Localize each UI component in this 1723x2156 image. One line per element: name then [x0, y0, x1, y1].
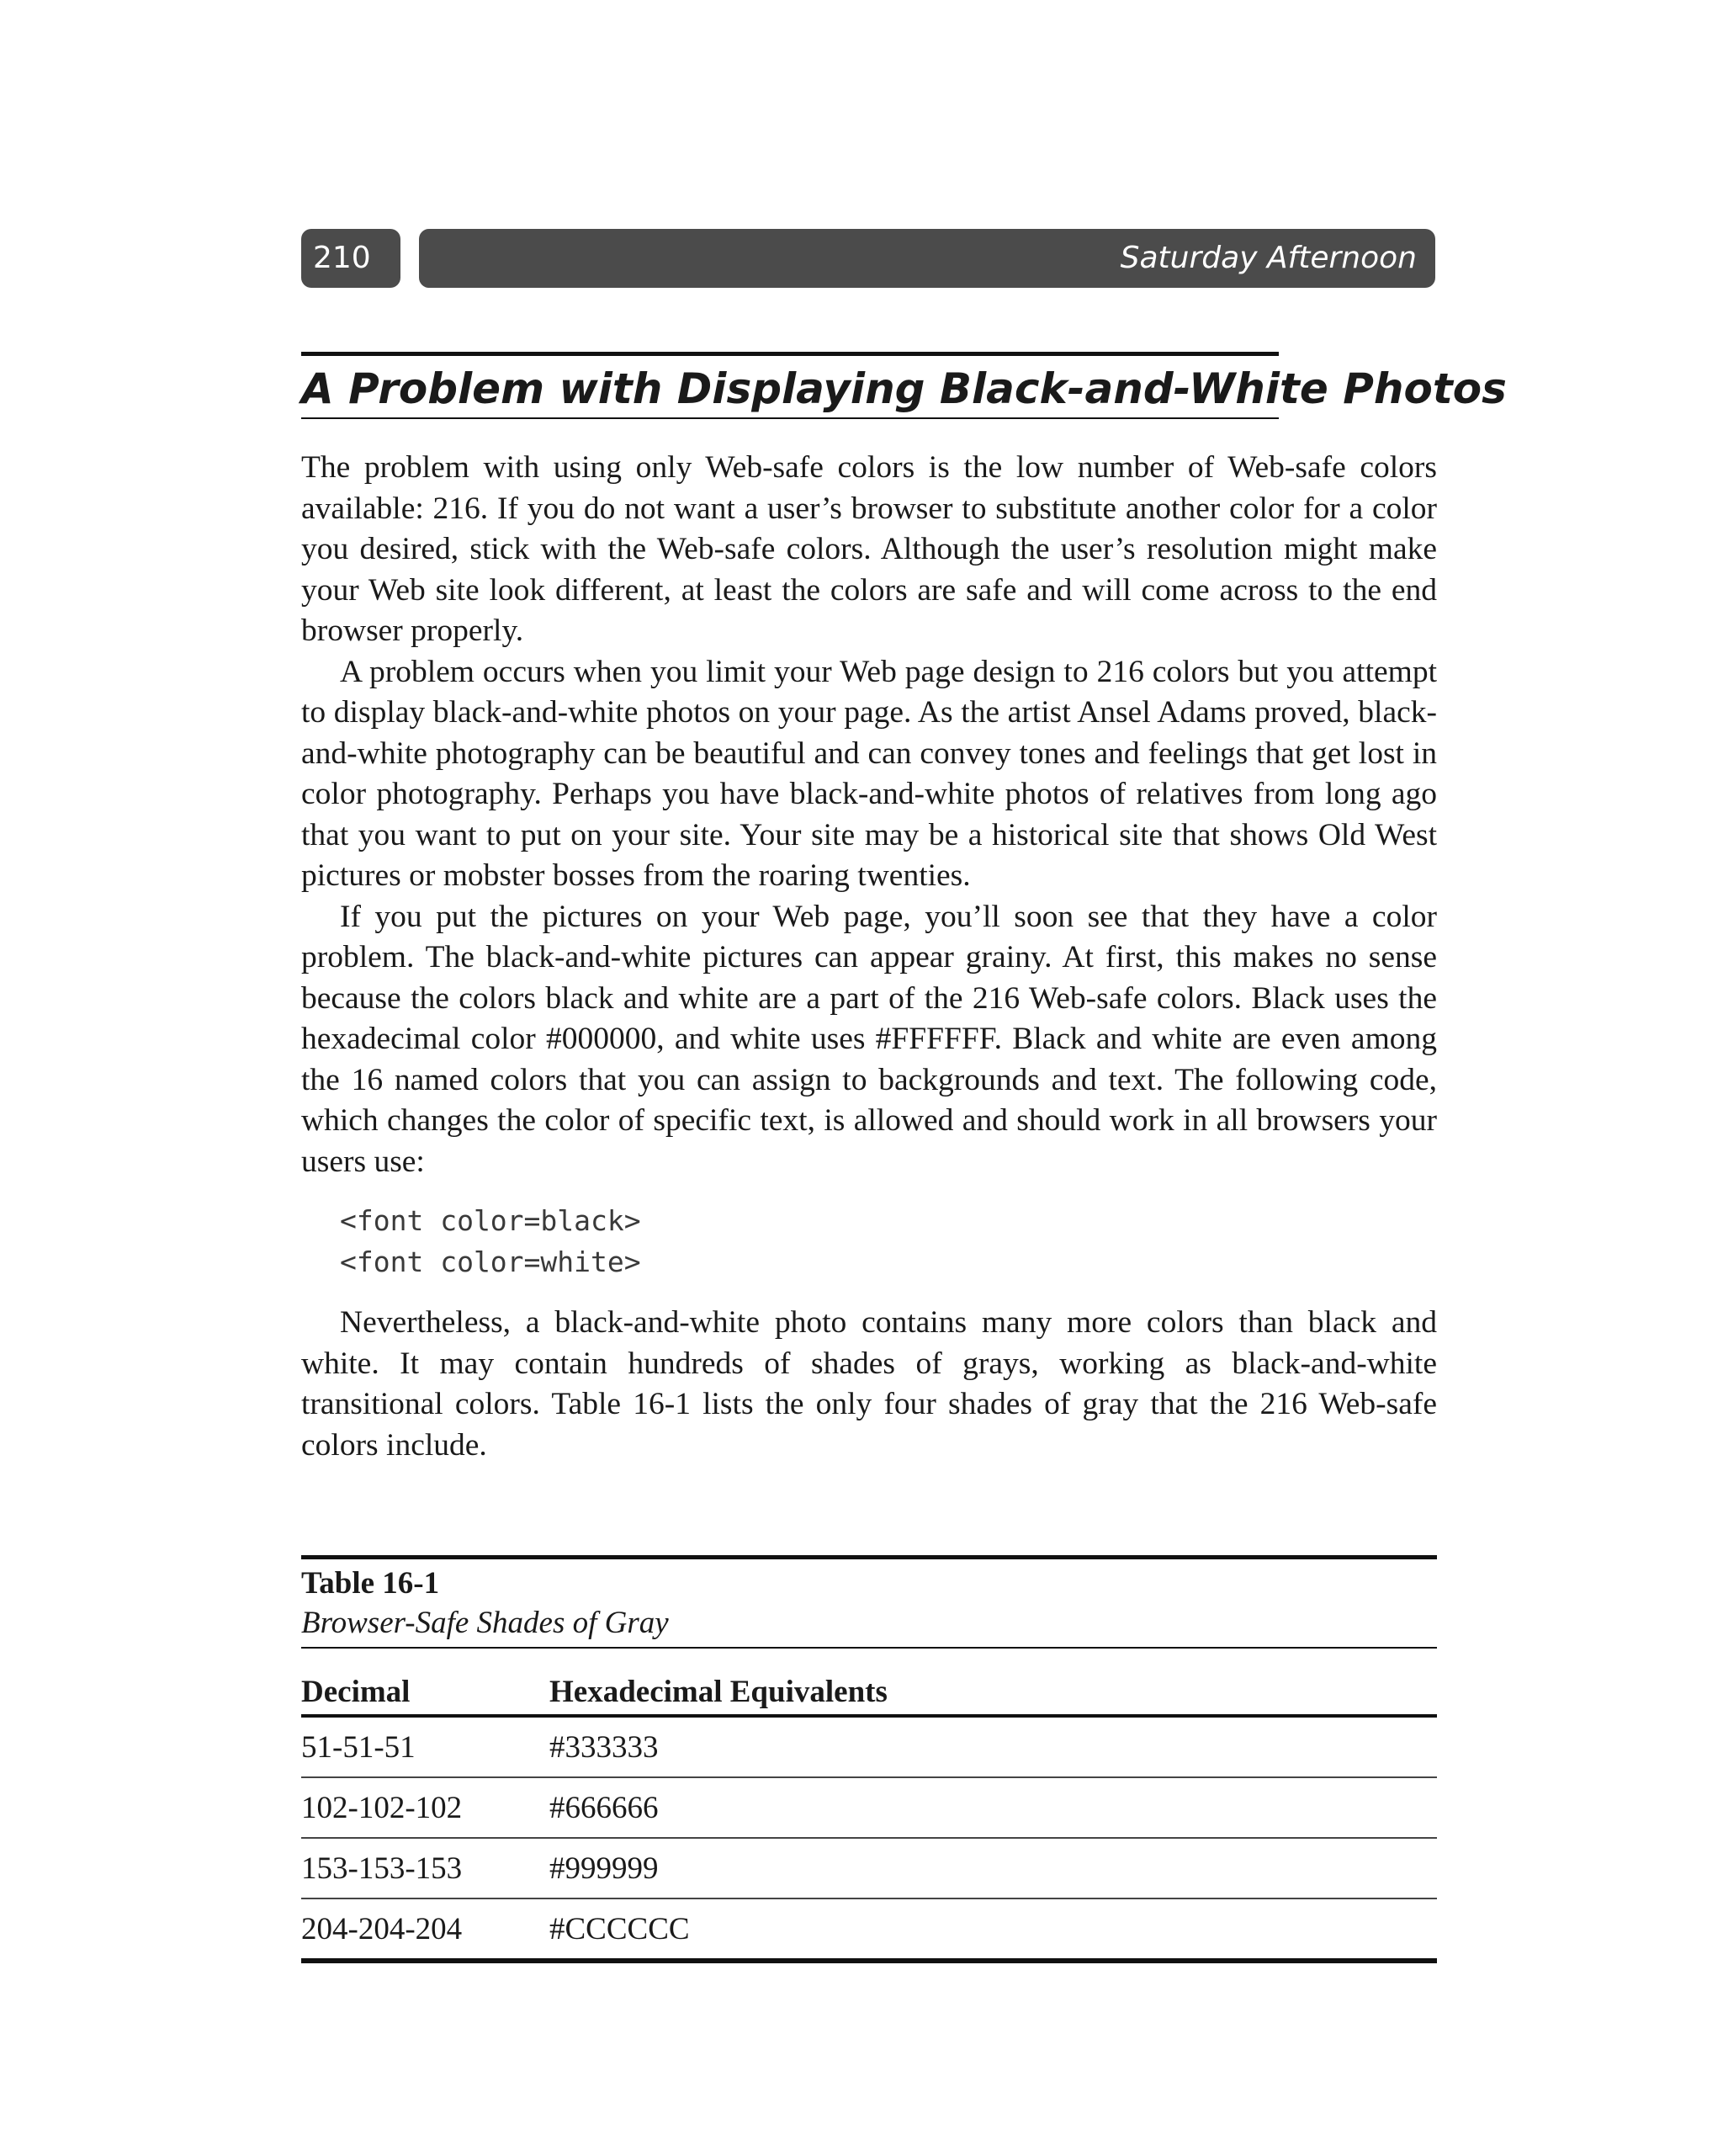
paragraph: The problem with using only Web-safe colors is the low number of Web-safe colors available: 216. If you do not want a user’s browser to substitute another color for a color you desired, stick with the Web-safe colors. Although the user’s resolution might make your Web site look different, at least the colors are safe and will come across to the end browser properly. — [301, 450, 1437, 648]
section-heading: A Problem with Displaying Black-and-White Photos — [301, 352, 1279, 419]
decimal-cell: 51-51-51 — [301, 1716, 549, 1777]
hex-cell: #999999 — [549, 1838, 1437, 1898]
table-row — [301, 1898, 1437, 1961]
gray-shades-table — [301, 1555, 1437, 1963]
table-top-rule — [301, 1555, 1437, 1559]
code-line: <font color=white> — [340, 1245, 641, 1278]
decimal-cell: 102-102-102 — [301, 1777, 549, 1838]
table-label: Table 16-1 — [301, 1566, 440, 1601]
code-line: <font color=black> — [340, 1204, 641, 1237]
decimal-cell: 153-153-153 — [301, 1838, 549, 1898]
paragraph: Nevertheless, a black-and-white photo contains many more colors than black and white. It may contain hundreds of shades of grays, working as black-and-white transitional colors. Table 16-1 lists the only four shades of gray that the 216 Web-safe colors include. — [301, 1305, 1437, 1463]
body-text — [301, 448, 1437, 1466]
data-table — [301, 1674, 1437, 1963]
hex-cell: #CCCCCC — [549, 1898, 1437, 1961]
paragraph: If you put the pictures on your Web page, you’ll soon see that they have a color problem. The black-and-white pictures can appear grainy. At first, this makes no sense because the colors black and white are a part of the 216 Web-safe colors. Black uses the hexadecimal color #000000, and white uses #FFFFFF. Black and white are even among the 16 named colors that you can assign to backgrounds and text. The following code, which changes the color of specific text, is allowed and should work in all browsers your users use: — [301, 899, 1437, 1179]
table-caption: Browser-Safe Shades of Gray — [301, 1603, 1437, 1649]
page-number: 210 — [301, 229, 400, 288]
table-header-row — [301, 1674, 1437, 1716]
hex-cell: #666666 — [549, 1777, 1437, 1838]
column-header-hex: Hexadecimal Equivalents — [549, 1674, 1437, 1716]
running-head: Saturday Afternoon — [419, 229, 1435, 288]
table-row — [301, 1838, 1437, 1898]
table-row — [301, 1716, 1437, 1777]
decimal-cell: 204-204-204 — [301, 1898, 549, 1961]
hex-cell: #333333 — [549, 1716, 1437, 1777]
code-block — [340, 1200, 1437, 1282]
column-header-decimal: Decimal — [301, 1674, 549, 1716]
table-row — [301, 1777, 1437, 1838]
paragraph: A problem occurs when you limit your Web page design to 216 colors but you attempt to display black-and-white photos on your page. As the artist Ansel Adams proved, black-and-white photography can be beautiful and can convey tones and feelings that get lost in color photography. Perhaps you have black-and-white photos of relatives from long ago that you want to put on your site. Your site may be a historical site that shows Old West pictures or mobster bosses from the roaring twenties. — [301, 654, 1437, 893]
